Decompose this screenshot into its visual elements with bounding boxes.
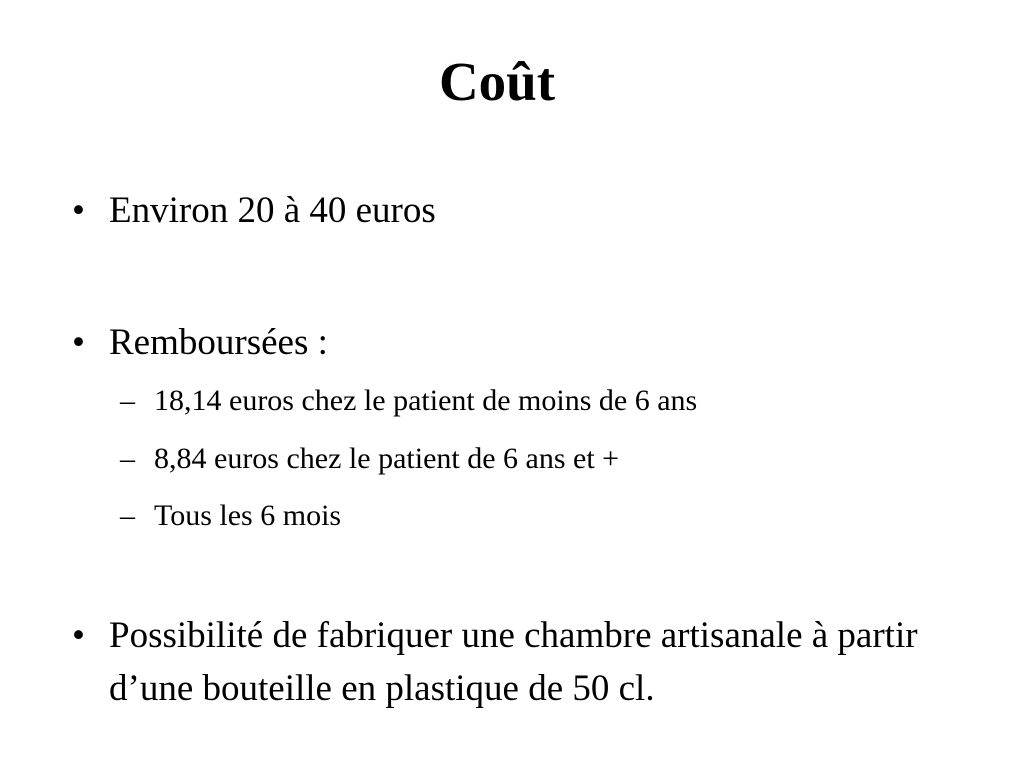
bullet-marker: • [72,190,85,231]
slide-title: Coût [438,51,556,112]
bullet-item [72,316,992,369]
bullet-item [72,609,992,715]
bullet-text: Environ 20 à 40 euros [109,190,436,231]
sub-bullet-marker: – [120,442,135,475]
sub-bullet-item [120,381,1000,421]
bullet-item [72,184,992,237]
bullet-text: Remboursées : [109,322,328,363]
sub-bullet-marker: – [120,499,135,532]
sub-bullet-text: Tous les 6 mois [154,499,342,532]
bullet-marker: • [72,615,85,656]
bullet-marker: • [72,322,85,363]
sub-bullet-item [120,496,1000,536]
bullet-text: Possibilité de fabriquer une chambre artisanale à partir d’une bouteille en plastique de 50 cl. [109,615,918,709]
sub-bullet-marker: – [120,384,135,417]
sub-bullet-text: 18,14 euros chez le patient de moins de 6 ans [154,384,698,417]
sub-bullet-item [120,439,1000,479]
sub-bullet-text: 8,84 euros chez le patient de 6 ans et + [154,442,620,475]
